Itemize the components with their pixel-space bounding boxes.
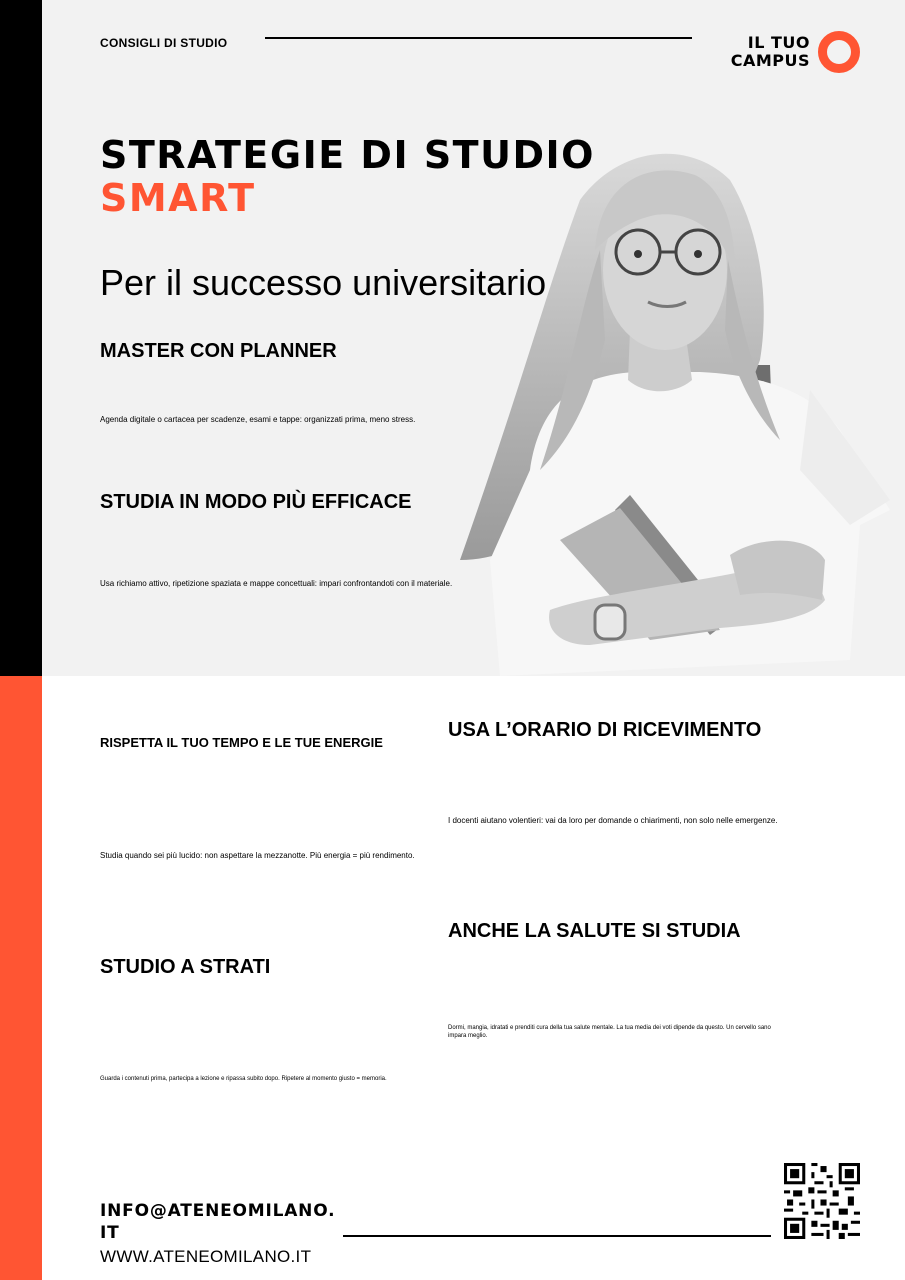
contact-website[interactable]: WWW.ATENEOMILANO.IT	[100, 1247, 312, 1266]
section-body-energie: Studia quando sei più lucido: non aspettare la mezzanotte. Più energia = più rendimento.	[100, 851, 415, 860]
logo-line-2: CAMPUS	[730, 51, 810, 70]
page-subtitle: Per il successo universitario	[100, 262, 547, 303]
page-title: STRATEGIE DI STUDIO	[100, 133, 595, 177]
qr-code-icon	[784, 1163, 860, 1239]
section-body-salute: Dormi, mangia, idratati e prenditi cura della tua salute mentale. La tua media dei voti dipende da questo. Un cervello sano impara meglio.	[448, 1025, 771, 1039]
section-heading-strati: STUDIO A STRATI	[100, 956, 271, 978]
side-bar-accent	[0, 676, 42, 1280]
side-bar-dark	[0, 0, 42, 676]
logo-line-1: IL TUO	[747, 33, 810, 52]
footer-divider	[343, 1235, 771, 1237]
section-body-strati: Guarda i contenuti prima, partecipa a lezione e ripassa subito dopo. Ripetere al momento giusto = memoria.	[100, 1076, 387, 1082]
contact-email[interactable]: INFO@ATENEOMILANO.IT	[100, 1201, 336, 1243]
section-body-ricevimento: I docenti aiutano volentieri: vai da loro per domande o chiarimenti, non solo nelle emergenze.	[448, 816, 778, 825]
section-heading-salute: ANCHE LA SALUTE SI STUDIA	[448, 920, 741, 942]
page-title-accent: SMART	[100, 176, 256, 220]
logo-wordmark	[712, 34, 810, 70]
section-body-efficace: Usa richiamo attivo, ripetizione spaziata e mappe concettuali: impari confrontandoti con il materiale.	[100, 579, 453, 588]
section-heading-energie: RISPETTA IL TUO TEMPO E LE TUE ENERGIE	[100, 735, 383, 750]
section-body-planner: Agenda digitale o cartacea per scadenze, esami e tappe: organizzati prima, meno stress.	[100, 415, 416, 424]
student-photo	[430, 140, 905, 676]
eyebrow-label: CONSIGLI DI STUDIO	[100, 36, 228, 50]
ring-logo-icon	[818, 31, 860, 73]
section-heading-efficace: STUDIA IN MODO PIÙ EFFICACE	[100, 491, 412, 513]
header-divider	[265, 37, 692, 39]
section-heading-ricevimento: USA L’ORARIO DI RICEVIMENTO	[448, 719, 762, 741]
section-heading-planner: MASTER CON PLANNER	[100, 340, 337, 362]
